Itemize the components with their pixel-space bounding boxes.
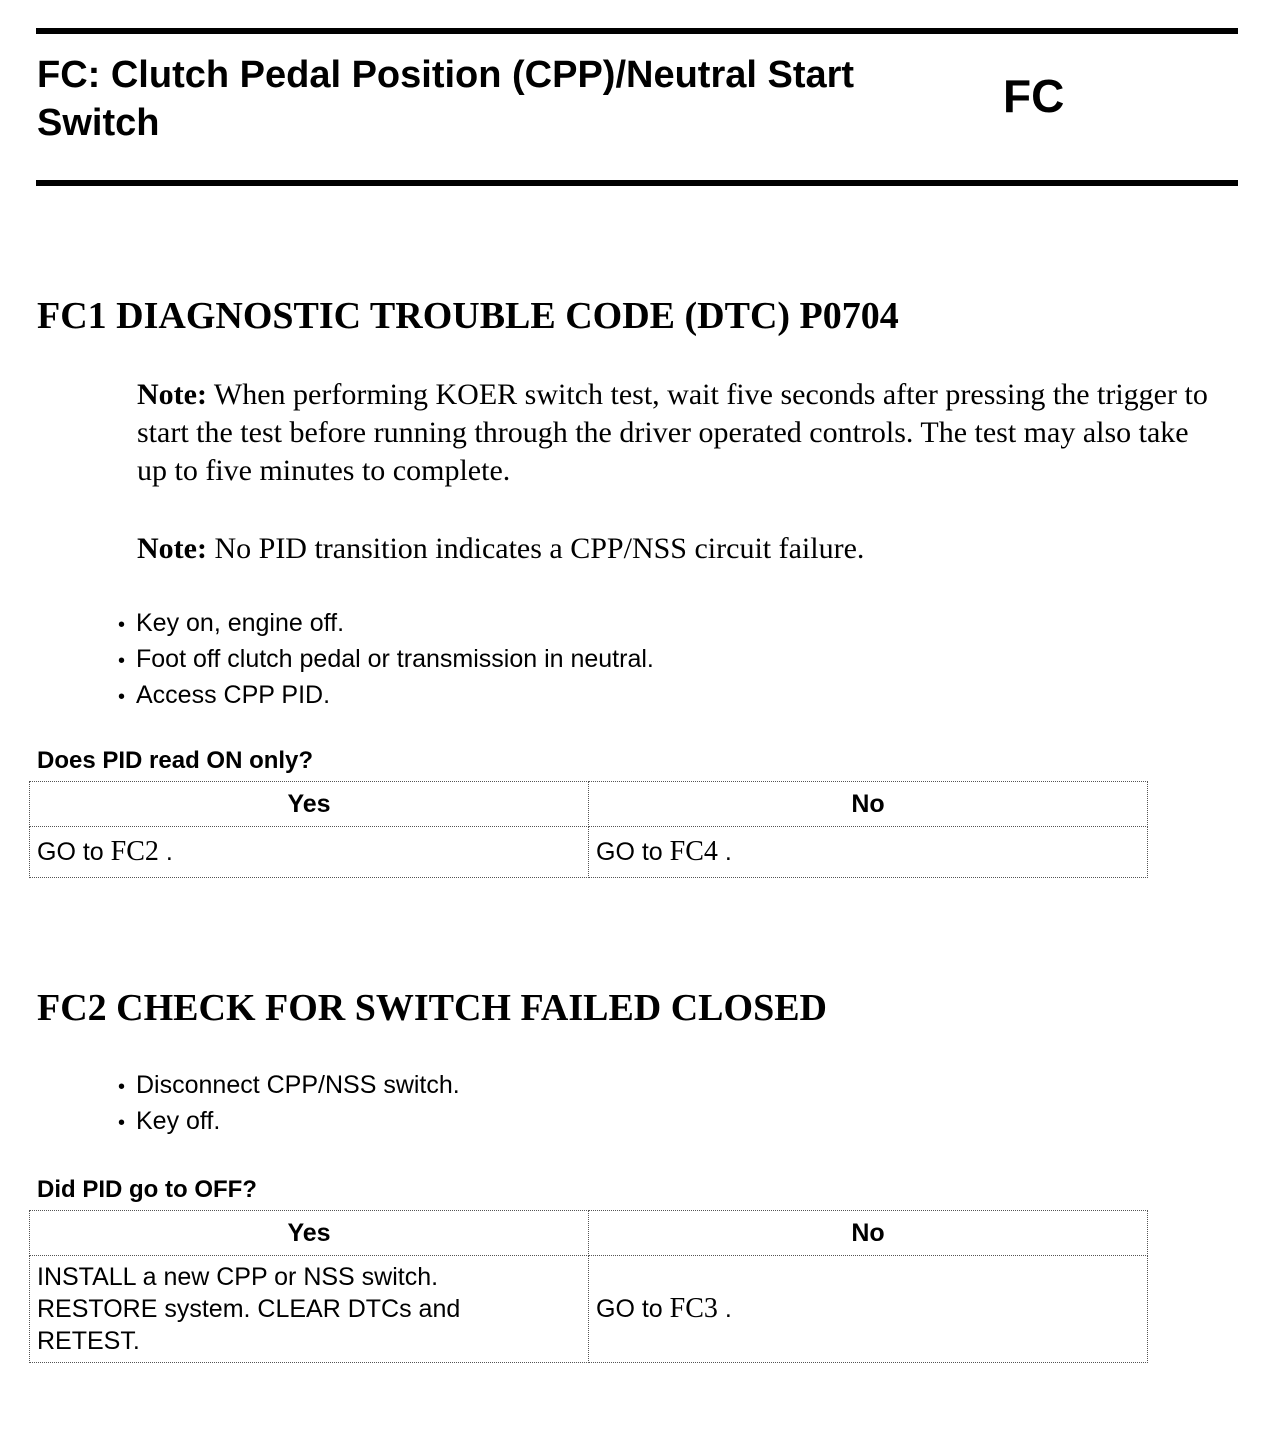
list-item xyxy=(118,642,654,678)
list-item-text: Key on, engine off. xyxy=(136,609,345,637)
note-label: Note: xyxy=(137,532,207,565)
goto-fc3-link[interactable]: FC3 xyxy=(669,1293,718,1324)
goto-text: GO to xyxy=(596,1295,670,1323)
list-item-text: Foot off clutch pedal or transmission in neutral. xyxy=(136,645,654,673)
goto-suffix: . xyxy=(158,838,173,866)
note-pid-transition xyxy=(137,530,1217,568)
bullet-icon: • xyxy=(118,1076,126,1098)
list-item xyxy=(118,678,654,714)
header-bottom-rule xyxy=(36,180,1238,186)
step-heading-fc1: FC1 DIAGNOSTIC TROUBLE CODE (DTC) P0704 xyxy=(37,295,899,337)
yes-column-header: Yes xyxy=(30,1211,589,1256)
list-item xyxy=(118,1068,460,1104)
no-column-header: No xyxy=(589,1211,1148,1256)
note-text: No PID transition indicates a CPP/NSS circuit failure. xyxy=(206,532,865,565)
list-item-text: Access CPP PID. xyxy=(136,681,331,709)
table-header-row xyxy=(30,782,1148,827)
yes-cell-line: RETEST. xyxy=(37,1327,140,1355)
table-header-row xyxy=(30,1211,1148,1256)
section-code: FC xyxy=(1003,70,1065,122)
table-row xyxy=(30,1256,1148,1363)
goto-suffix: . xyxy=(717,838,732,866)
bullet-icon: • xyxy=(118,1112,126,1134)
yes-cell-line: RESTORE system. CLEAR DTCs and xyxy=(37,1295,461,1323)
yes-cell xyxy=(30,1256,589,1363)
header-top-rule xyxy=(36,28,1238,34)
no-column-header: No xyxy=(589,782,1148,827)
list-item xyxy=(118,606,654,642)
fc1-answer-table xyxy=(29,781,1148,878)
bullet-icon: • xyxy=(118,614,126,636)
yes-cell-line: INSTALL a new CPP or NSS switch. xyxy=(37,1263,439,1291)
step-heading-fc2: FC2 CHECK FOR SWITCH FAILED CLOSED xyxy=(37,987,828,1029)
fc2-question: Did PID go to OFF? xyxy=(37,1176,257,1203)
fc1-instruction-list xyxy=(118,606,654,714)
yes-column-header: Yes xyxy=(30,782,589,827)
note-text: When performing KOER switch test, wait five seconds after pressing the trigger to start the test before running through the driver operated controls. The test may also take up to five minutes to complete. xyxy=(137,378,1208,487)
bullet-icon: • xyxy=(118,650,126,672)
no-cell xyxy=(589,827,1148,878)
goto-fc4-link[interactable]: FC4 xyxy=(669,836,718,867)
goto-text: GO to xyxy=(37,838,111,866)
table-row xyxy=(30,827,1148,878)
list-item xyxy=(118,1104,460,1140)
no-cell xyxy=(589,1256,1148,1363)
note-koer-switch-test xyxy=(137,376,1217,490)
note-label: Note: xyxy=(137,378,207,411)
list-item-text: Key off. xyxy=(136,1107,221,1135)
yes-cell xyxy=(30,827,589,878)
fc2-answer-table xyxy=(29,1210,1148,1363)
page-title: FC: Clutch Pedal Position (CPP)/Neutral Start Switch xyxy=(37,54,855,144)
bullet-icon: • xyxy=(118,686,126,708)
goto-text: GO to xyxy=(596,838,670,866)
fc1-question: Does PID read ON only? xyxy=(37,747,314,774)
goto-fc2-link[interactable]: FC2 xyxy=(110,836,159,867)
goto-suffix: . xyxy=(717,1295,732,1323)
list-item-text: Disconnect CPP/NSS switch. xyxy=(136,1071,460,1099)
fc2-instruction-list xyxy=(118,1068,460,1140)
